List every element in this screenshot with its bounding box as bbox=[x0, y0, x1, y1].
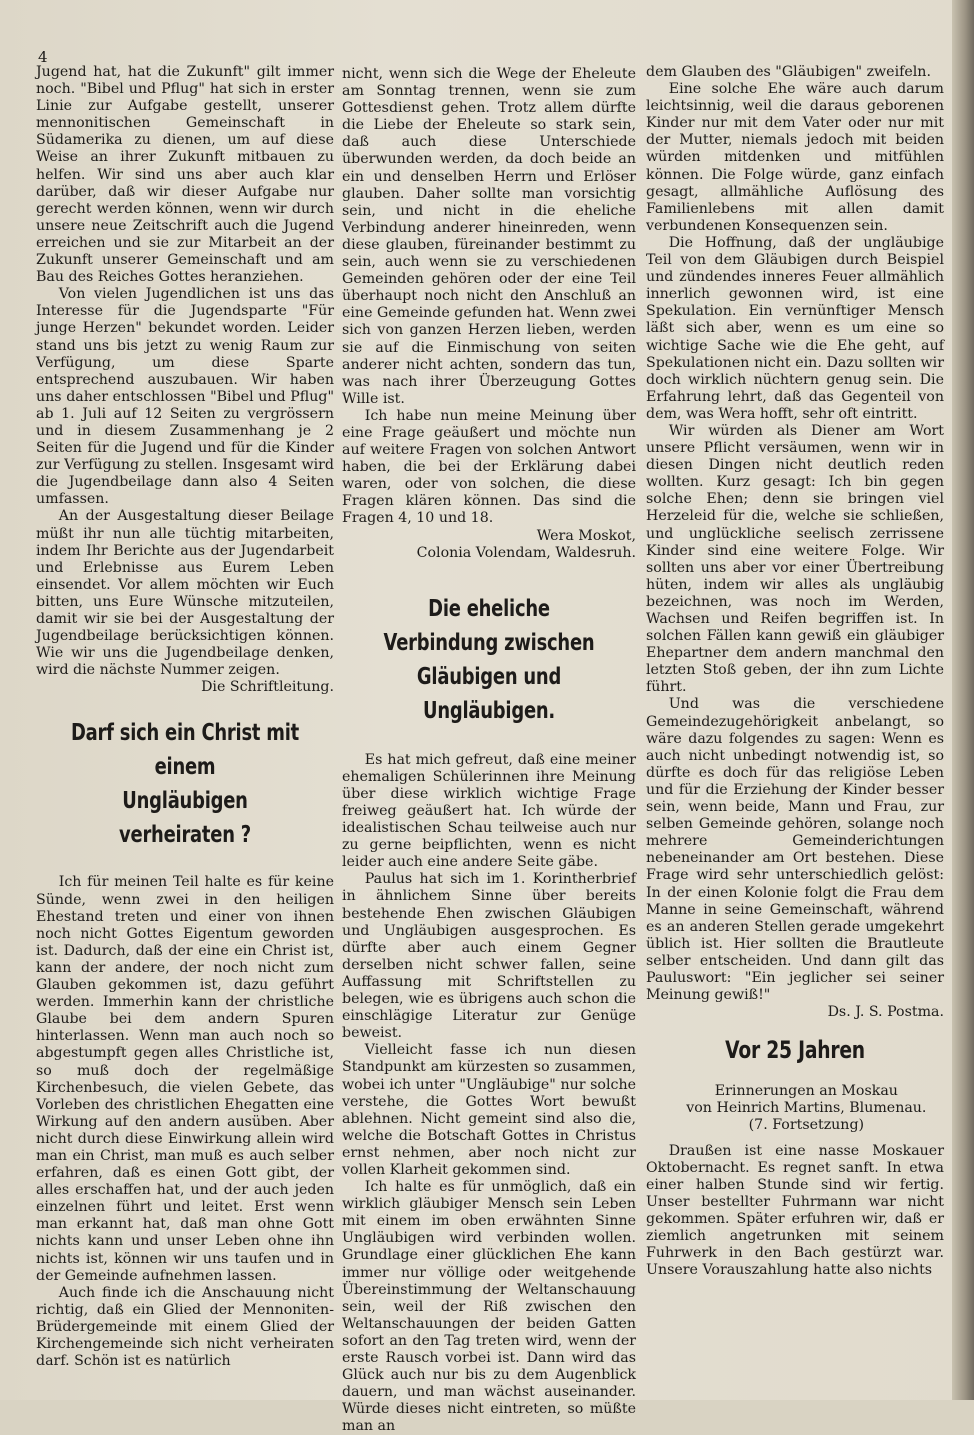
article-heading bbox=[374, 592, 603, 728]
paragraph: Vielleicht fasse ich nun diesen Standpunkt am kürzesten so zusammen, wobei ich unter "Ungläubige" nur solche verstehe, die Gottes Wort bewußt ablehnen. Nicht gemeint sind also die, welche die Botschaft Gottes in Christus ernst nehmen, aber noch nicht zur vollen Klarheit gekommen sind. bbox=[342, 1042, 636, 1178]
column-3 bbox=[646, 64, 944, 1279]
installment-note: (7. Fortsetzung) bbox=[748, 1117, 865, 1134]
signature: Die Schriftleitung. bbox=[201, 679, 334, 696]
heading-line: Die eheliche Verbindung zwischen bbox=[383, 595, 595, 656]
paragraph: Ich für meinen Teil halte es für keine Sünde, wenn zwei in den heiligen Ehestand treten und einer von ihnen noch nicht Gottes Eigentum geworden ist. Dadurch, daß der eine ein Christ ist, kann der andere, der noch nicht zum Glauben gekommen ist, dazu geführt werden. Immerhin kann der christliche Glaube bei dem andern Spuren hinterlassen. Wenn man auch noch so abgestumpft gegen alles Christliche ist, so muß doch der regelmäßige Kirchenbesuch, die vielen Gebete, das Vorleben des christlichen Ehegatten eine Wirkung auf den andern ausüben. Aber nicht durch diese Einwirkung allein wird man ein Christ, man muß es auch selber erfahren, daß es einen Gott gibt, der alles erschaffen hat, und der auch jeden einzelnen führt und leitet. Erst wenn man erkannt hat, daß man ohne Gott nichts kann und unser Leben ohne ihn nichts ist, können wir uns taufen und in der Gemeinde aufnehmen lassen. bbox=[36, 874, 334, 1284]
heading-line: Darf sich ein Christ mit einem bbox=[71, 720, 299, 781]
paragraph: Es hat mich gefreut, daß eine meiner ehemaligen Schülerinnen ihre Meinung über diese wirklich wichtige Frage freiweg geäußert hat. Ich würde der idealistischen Schau teilweise auch nur zu gerne beipflichten, wenn es nicht leider auch eine andere Seite gäbe. bbox=[342, 751, 636, 871]
heading-line: Vor 25 Jahren bbox=[725, 1036, 865, 1065]
signature-place: Colonia Volendam, Waldesruh. bbox=[416, 544, 636, 561]
heading-line: Gläubigen und Ungläubigen. bbox=[416, 663, 562, 724]
paragraph: Draußen ist eine nasse Moskauer Oktobernacht. Es regnet sanft. In etwa einer halben Stunde sind wir fertig. Unser bestellter Fuhrmann war nicht gekommen. Später erfuhren wir, daß er ziemlich angetrunken mit seinem Fuhrwerk in den Bach gestürzt war. Unsere Vorauszahlung hatte also nichts bbox=[646, 1142, 944, 1279]
binding-edge bbox=[952, 0, 974, 1400]
paragraph: Und was die verschiedene Gemeindezugehörigkeit anbelangt, so wäre dazu folgendes zu sagen: Wenn es auch nicht unbedingt notwendig ist, so dürfte es doch für das religiöse Leben und für die Erziehung der Kinder besser sein, wenn beide, Mann und Frau, zur selben Gemeinde gehören, solange noch mehrere Gemeinderichtungen nebeneinander am Ort bestehen. Diese Frage wird sehr unterschiedlich gelöst: In der einen Kolonie folgt die Frau dem Manne in seine Gemeinschaft, während es an anderen Stellen gerade umgekehrt üblich ist. Hier sollten die Brautleute selber entscheiden. Und dann gilt das Pauluswort: "Ein jeglicher sei seiner Meinung gewiß!" bbox=[646, 696, 944, 1004]
paragraph: Auch finde ich die Anschauung nicht richtig, daß ein Glied der Mennoniten-Brüdergemeinde mit einem Glied der Kirchengemeinde sich nicht verheiraten darf. Schön ist es natürlich bbox=[36, 1284, 334, 1370]
paragraph: Wir würden als Diener am Wort unsere Pflicht versäumen, wenn wir in diesen Dingen nicht deutlich reden wollten. Kurz gesagt: Ich bin gegen solche Ehen; denn sie bringen viel Herzeleid für die, welche sie schließen, und unglückliche seelisch zerrissene Kinder sind eine weitere Folge. Wir sollten uns aber vor einer Übertreibung hüten, indem wir alles als ungläubig bezeichnen, was noch im Werden, Wachsen und Reifen begriffen ist. In solchen Fällen kann gewiß ein gläubiger Ehepartner dem andern manchmal den letzten Stoß geben, der ihn zum Lichte führt. bbox=[646, 422, 944, 696]
signature: Ds. J. S. Postma. bbox=[827, 1004, 944, 1021]
paragraph: Von vielen Jugendlichen ist uns das Interesse für die Jugendsparte "Für junge Herzen" bekundet worden. Leider stand uns bis jetzt zu wenig Raum zur Verfügung, um diese Sparte entsprechend auszubauen. Wir haben uns daher entschlossen "Bibel und Pflug" ab 1. Juli auf 12 Seiten zu vergrössern und in diesem Zusammenhang je 2 Seiten für die Jugend und für die Kinder zur Verfügung zu stellen. Insgesamt wird die Jugendbeilage dann also 4 Seiten umfassen. bbox=[36, 286, 334, 508]
paragraph: Jugend hat, hat die Zukunft" gilt immer noch. "Bibel und Pflug" hat sich in erster Linie zur Aufgabe gestellt, unserer mennonitischen Gemeinschaft in Südamerika zu dienen, um auf diese Weise an ihrer Zukunft mitbauen zu helfen. Wir sind uns aber auch klar darüber, daß wir dieser Aufgabe nur gerecht werden können, wenn wir durch unsere neue Zeitschrift auch die Jugend erreichen und sie zur Mitarbeit an der Zukunft unserer Gemeinschaft und am Bau des Reiches Gottes heranziehen. bbox=[36, 64, 334, 286]
page-number: 4 bbox=[38, 48, 48, 66]
paragraph: Paulus hat sich im 1. Korintherbrief in ähnlichem Sinne über bereits bestehende Ehen zwischen Gläubigen und Ungläubigen ausgesprochen. Es dürfte aber auch einem Gegner derselben nicht schwer fallen, seine Auffassung mit Schriftstellen zu belegen, wie es übrigens auch schon die einschlägige Literatur zur Genüge beweist. bbox=[342, 871, 636, 1042]
paragraph: dem Glauben des "Gläubigen" zweifeln. bbox=[646, 64, 931, 80]
column-1 bbox=[36, 64, 334, 1370]
paragraph: nicht, wenn sich die Wege der Eheleute am Sonntag trennen, wenn sie zum Gottesdienst gehen. Trotz allem dürfte die Liebe der Eheleute so stark sein, daß auch diese Unterschiede überwunden werden, da doch beide an ein und denselben Herrn und Erlöser glauben. Daher sollte man vorsichtig sein, und nicht in die eheliche Verbindung anderer hineinreden, wenn diese glauben, füreinander bestimmt zu sein, auch wenn sie zu verschiedenen Gemeinden gehören oder der eine Teil überhaupt noch nicht den Anschluß an eine Gemeinde gefunden hat. Wenn zwei sich von ganzen Herzen lieben, werden sie auf die Einmischung von seiten anderer nicht achten, sondern das tun, was nach ihrer Überzeugung Gottes Wille ist. bbox=[342, 66, 636, 407]
paragraph: Die Hoffnung, daß der ungläubige Teil von dem Gläubigen durch Beispiel und zündendes inneres Feuer allmählich innerlich gewonnen wird, ist eine Spekulation. Ein vernünftiger Mensch läßt sich aber, wenn es um eine so wichtige Sache wie die Ehe geht, auf Spekulationen nicht ein. Dazu sollten wir doch wirklich nüchtern genug sein. Die Erfahrung lehrt, daß das Gegenteil von dem, was Wera hofft, sehr oft eintritt. bbox=[646, 234, 944, 422]
paragraph: Eine solche Ehe wäre auch darum leichtsinnig, weil die daraus geborenen Kinder nur mit dem Vater oder nur mit der Mutter, niemals jedoch mit beiden würden mitdenken und mitfühlen können. Die Folge würde, ganz einfach gesagt, allmähliche Auflösung des Familienlebens mit allen damit verbundenen Konsequenzen sein. bbox=[646, 81, 944, 234]
paragraph: An der Ausgestaltung dieser Beilage müßt ihr nun alle tüchtig mitarbeiten, indem Ihr Berichte aus der Jugendarbeit und Erlebnisse aus Eurem Leben einsendet. Vor allem möchten wir Euch bitten, uns Eure Wünsche mitzuteilen, damit wir sie bei der Ausgestaltung der Jugendbeilage berücksichtigen können. Wie wir uns die Jugendbeilage denken, wird die nächste Nummer zeigen. bbox=[36, 508, 334, 679]
paragraph: Ich habe nun meine Meinung über eine Frage geäußert und möchte nun auf weitere Fragen von solchen Antwort haben, die bei der Erklärung dabei waren, oder von solchen, die diese Fragen klären können. Das sind die Fragen 4, 10 und 18. bbox=[342, 407, 636, 527]
subtitle: Erinnerungen an Moskau bbox=[714, 1083, 898, 1100]
column-2 bbox=[342, 66, 636, 1435]
paragraph: Ich halte es für unmöglich, daß ein wirklich gläubiger Mensch sein Leben mit einem im oben erwähnten Sinne Ungläubigen wird verbinden wollen. Grundlage einer glücklichen Ehe kann immer nur völlige oder weitgehende Übereinstimmung der Weltanschauung sein, weil der Riß zwischen den Weltanschauungen der beiden Gatten sofort an den Tag treten wird, wenn der erste Rausch vorbei ist. Dann wird das Glück auch nur bis zu dem Augenblick dauern, und man wächst auseinander. Würde dieses nicht eintreten, so müßte man an bbox=[342, 1179, 636, 1435]
heading-line: Ungläubigen verheiraten ? bbox=[119, 788, 251, 849]
article-heading bbox=[679, 1033, 911, 1067]
article-heading bbox=[69, 716, 301, 852]
author-line: von Heinrich Martins, Blumenau. bbox=[686, 1100, 927, 1117]
signature-name: Wera Moskot, bbox=[536, 527, 636, 544]
